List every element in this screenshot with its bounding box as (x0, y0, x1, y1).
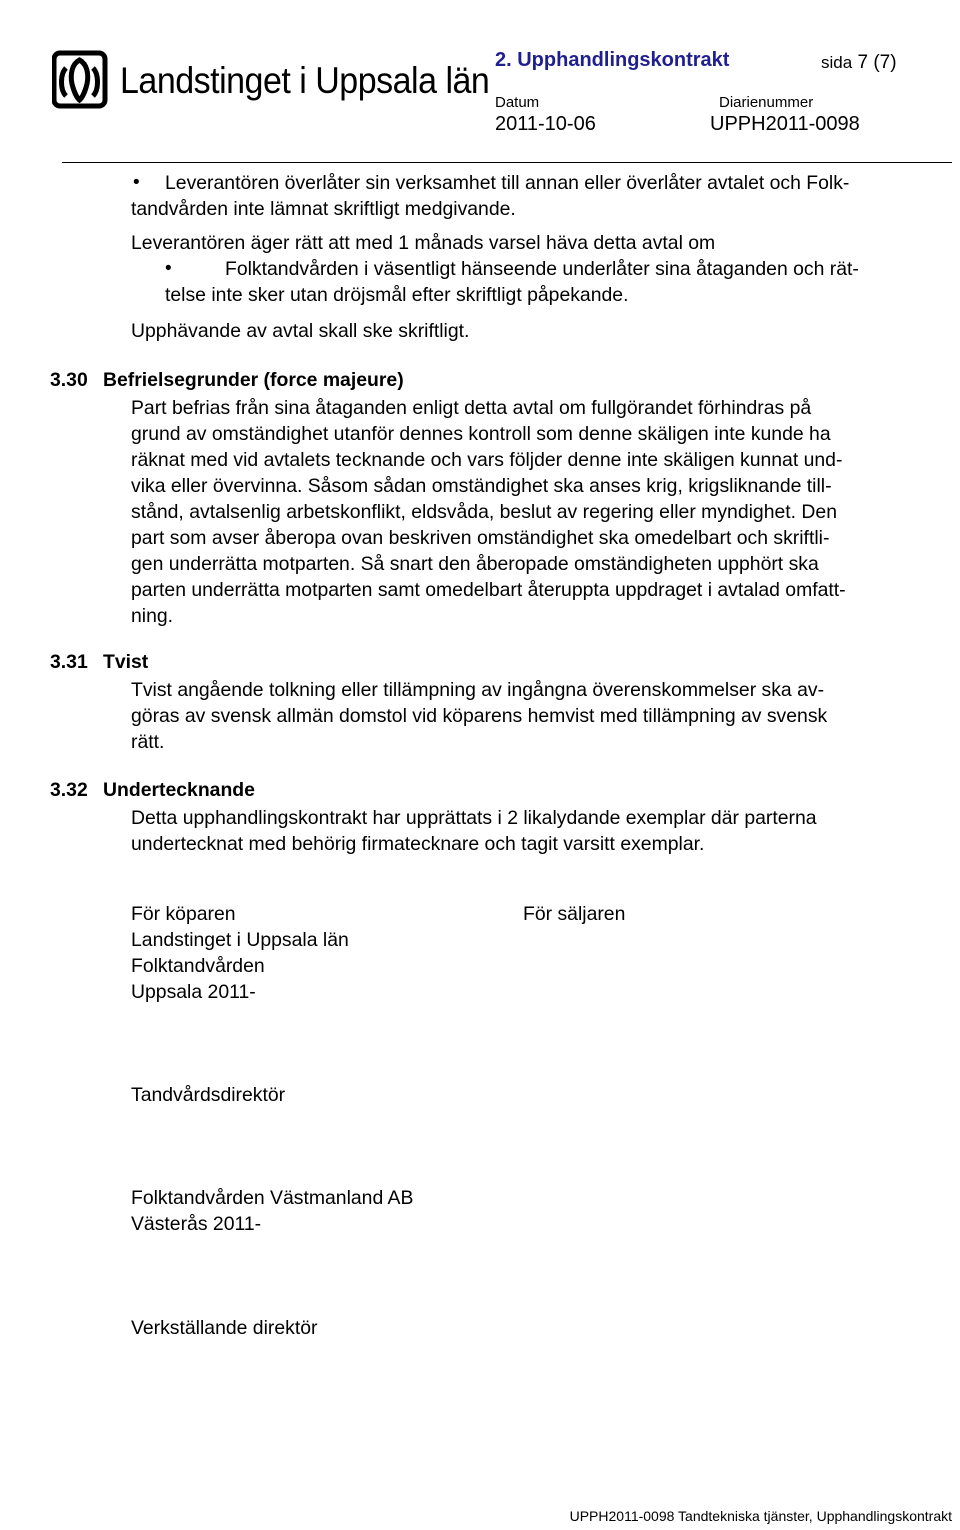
section-line: parten underrätta motparten samt omedelbart återuppta uppdraget i avtalad omfatt- (131, 579, 846, 601)
date-value: 2011-10-06 (495, 113, 596, 135)
lead-paragraph: Leverantören äger rätt att med 1 månads varsel häva detta avtal om (131, 232, 716, 254)
section-line: stånd, avtalsenlig arbetskonflikt, eldsvåda, beslut av regering eller myndighet. Den (131, 501, 837, 523)
buyer-place-date: Uppsala 2011- (131, 981, 256, 1003)
section-line: part som avser åberopa ovan beskriven omständighet ska omedelbart och skriftli- (131, 527, 830, 549)
seller-place-date: Västerås 2011- (131, 1213, 262, 1235)
section-line: ning. (131, 605, 174, 627)
buyer-signatory-title: Tandvårdsdirektör (131, 1084, 286, 1106)
document-title: 2. Upphandlingskontrakt (495, 49, 730, 71)
section-line: Tvist angående tolkning eller tillämpning av ingångna överenskommelser ska av- (131, 679, 825, 701)
bullet-icon: • (165, 258, 172, 279)
bullet-text: Leverantören överlåter sin verksamhet till annan eller överlåter avtalet och Folk- (165, 172, 850, 194)
section-line: undertecknat med behörig firmatecknare och tagit varsitt exemplar. (131, 833, 705, 855)
org-name: Landstinget i Uppsala län (120, 60, 490, 102)
bullet-text: Folktandvården i väsentligt hänseende underlåter sina åtaganden och rät- (225, 258, 859, 280)
buyer-label: För köparen (131, 903, 236, 925)
seller-signatory-title: Verkställande direktör (131, 1317, 318, 1339)
section-line: göras av svensk allmän domstol vid köparens hemvist med tillämpning av svensk (131, 705, 828, 727)
section-line: vika eller övervinna. Såsom sådan omständighet ska anses krig, krigsliknande till- (131, 475, 832, 497)
bullet-text: tandvården inte lämnat skriftligt medgivande. (131, 198, 516, 220)
section-line: rätt. (131, 731, 165, 753)
page-indicator (821, 52, 897, 74)
diary-label: Diarienummer (719, 94, 814, 111)
section-line: gen underrätta motparten. Så snart den åberopade omständigheten upphört ska (131, 553, 819, 575)
section-line: Detta upphandlingskontrakt har upprättats i 2 likalydande exemplar där parterna (131, 807, 817, 829)
section-line: grund av omständighet utanför dennes kontroll som denne skäligen inte kunde ha (131, 423, 831, 445)
page-footer: UPPH2011-0098 Tandtekniska tjänster, Upphandlingskontrakt (569, 1508, 952, 1524)
buyer-unit: Folktandvården (131, 955, 265, 977)
seller-org: Folktandvården Västmanland AB (131, 1187, 414, 1209)
buyer-org: Landstinget i Uppsala län (131, 929, 349, 951)
section-title: Befrielsegrunder (force majeure) (103, 369, 404, 391)
closing-paragraph: Upphävande av avtal skall ske skriftligt. (131, 320, 470, 342)
diary-value: UPPH2011-0098 (710, 113, 860, 135)
header-divider (62, 162, 952, 163)
section-line: Part befrias från sina åtaganden enligt detta avtal om fullgörandet förhindras på (131, 397, 812, 419)
date-label: Datum (495, 94, 540, 111)
section-title: Undertecknande (103, 779, 255, 801)
bullet-icon: • (133, 172, 140, 193)
section-line: räknat med vid avtalets tecknande och vars följder denne inte skäligen kunnat und- (131, 449, 843, 471)
page-value: 7 (7) (857, 52, 897, 73)
section-title: Tvist (103, 651, 149, 673)
section-number: 3.32 (50, 779, 88, 801)
bullet-text: telse inte sker utan dröjsmål efter skriftligt påpekande. (165, 284, 629, 306)
section-number: 3.31 (50, 651, 88, 673)
org-emblem-icon (52, 50, 112, 110)
seller-label: För säljaren (523, 903, 626, 925)
section-number: 3.30 (50, 369, 88, 391)
page-label: sida (821, 53, 853, 72)
